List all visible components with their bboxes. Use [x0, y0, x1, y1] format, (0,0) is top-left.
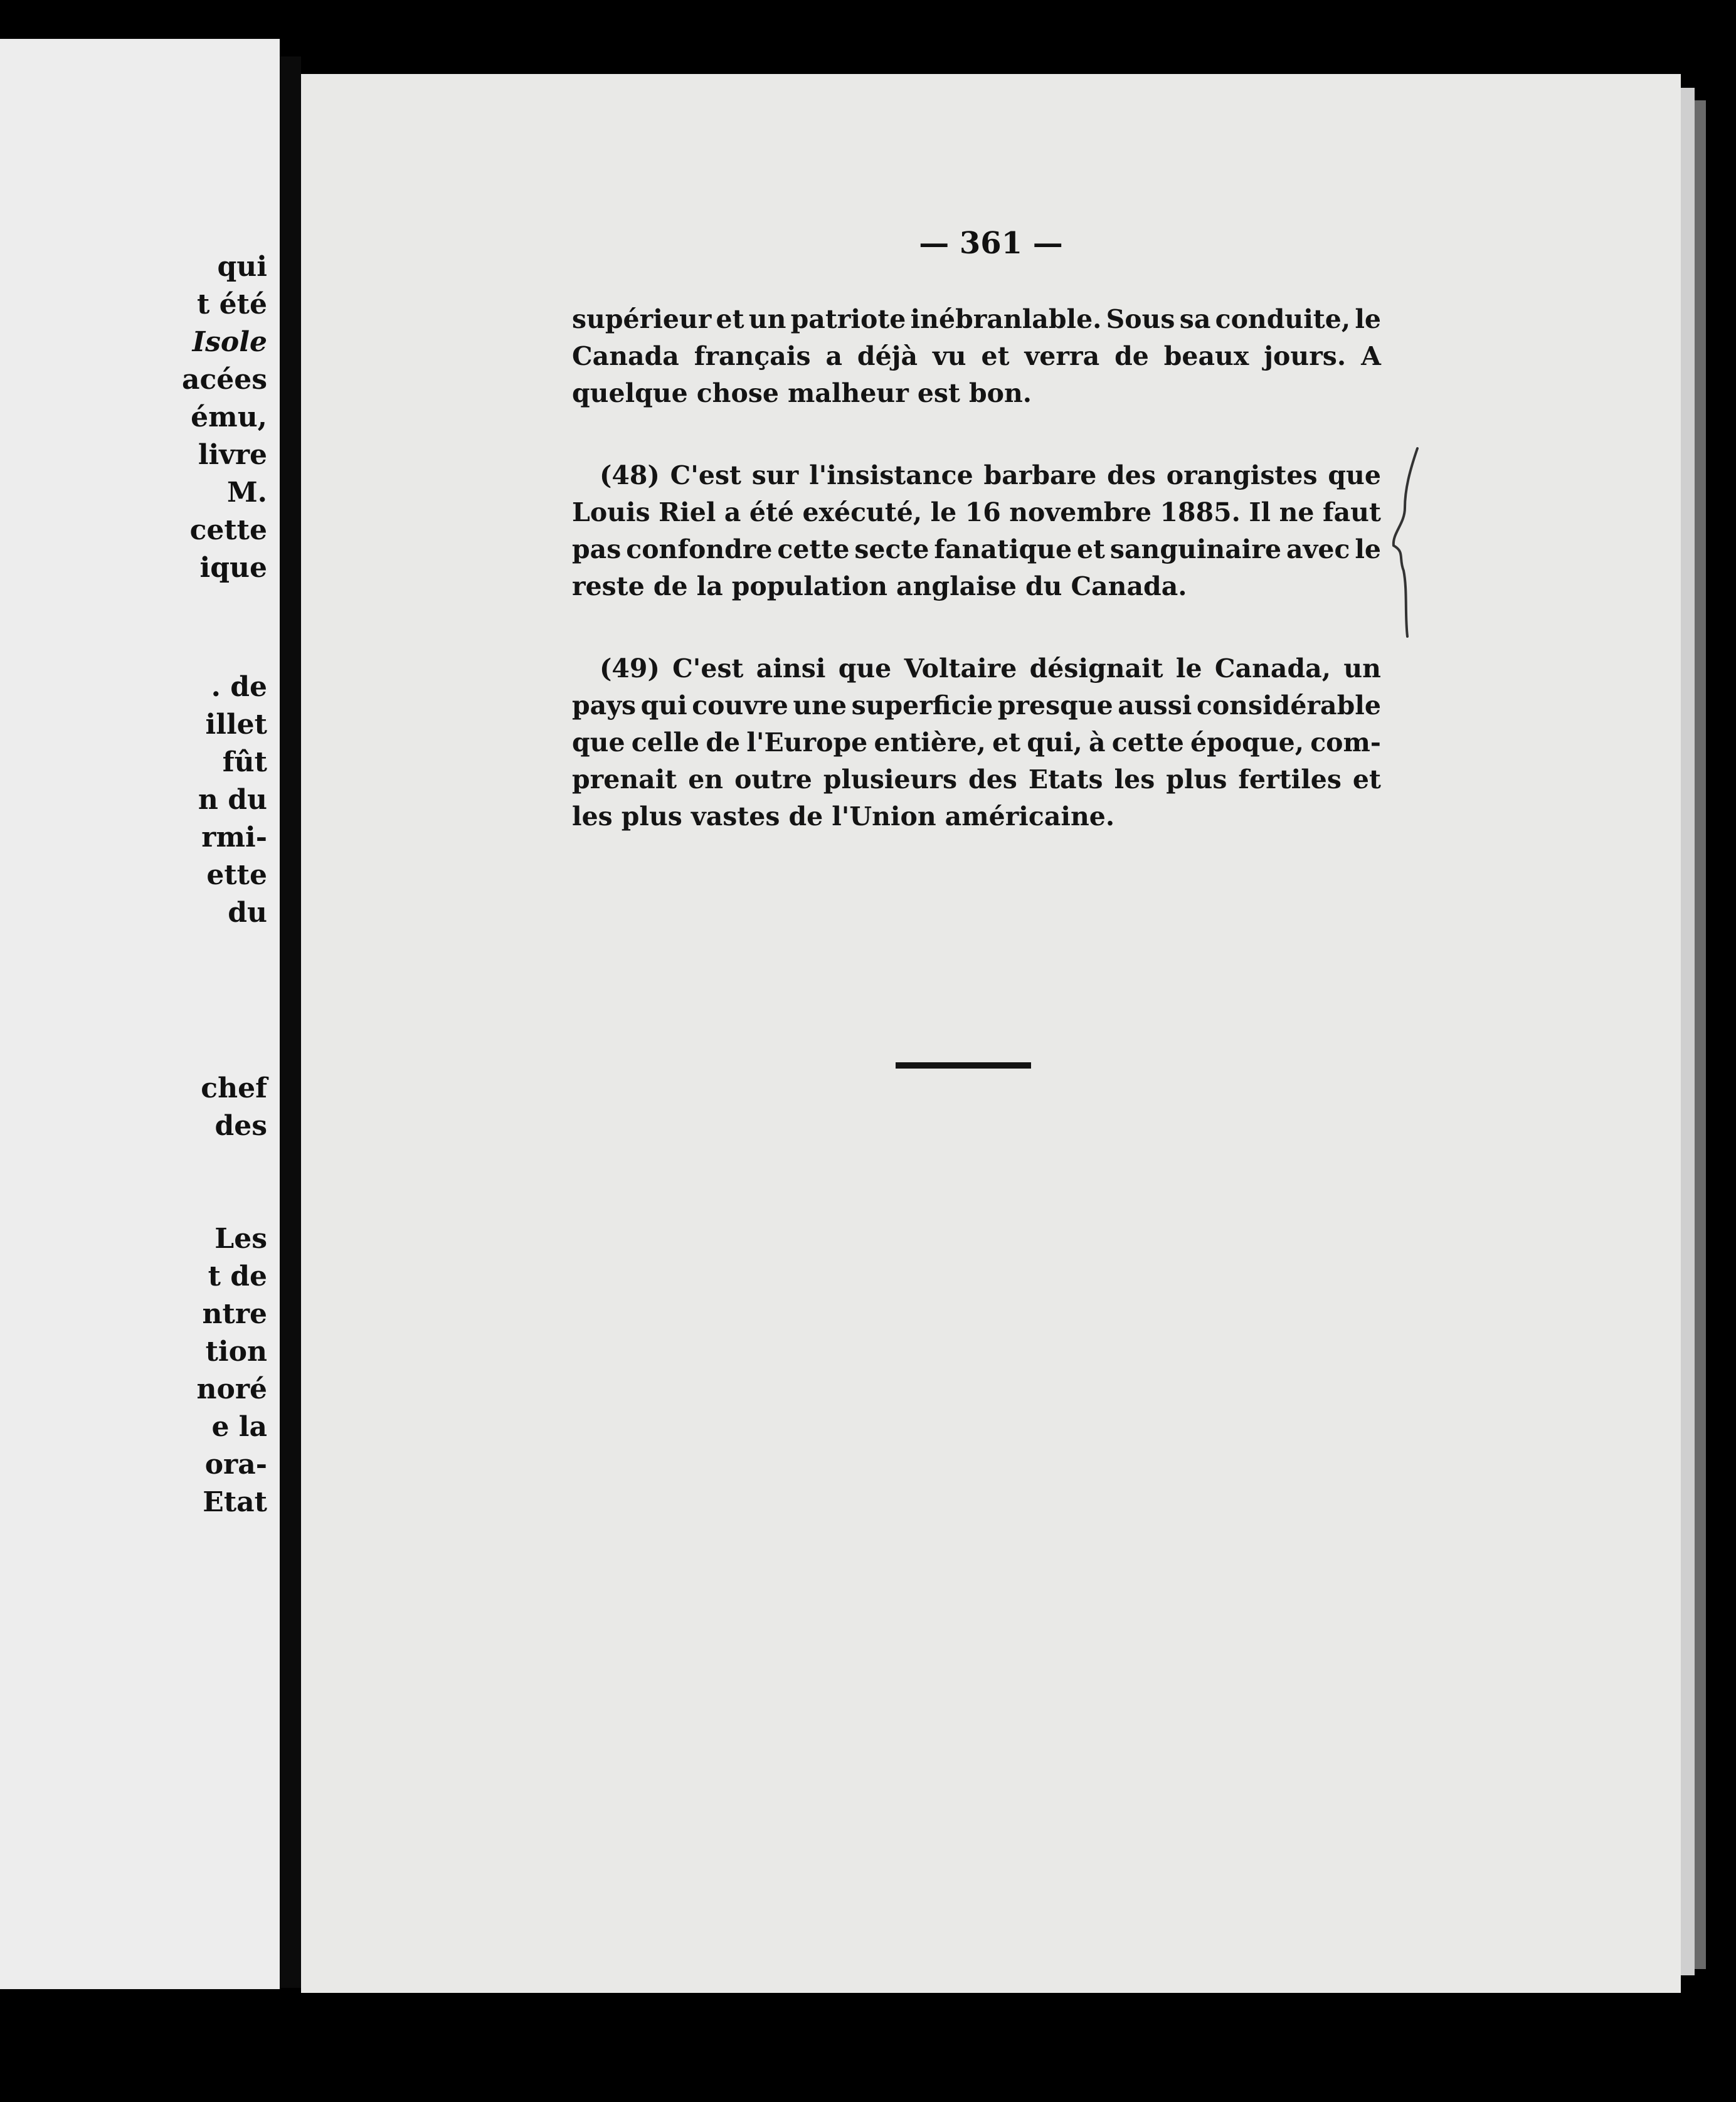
word: est	[917, 378, 960, 408]
footnote-paragraph	[572, 301, 1381, 412]
word: Louis	[572, 497, 650, 527]
word: (48)	[600, 460, 660, 490]
word: un	[1343, 653, 1381, 684]
word: A	[1361, 341, 1381, 371]
word: chose	[696, 378, 779, 408]
facing-page-line: Isole	[192, 326, 267, 358]
word: jours.	[1264, 341, 1347, 371]
text-line	[572, 761, 1381, 798]
word: pays	[572, 690, 637, 721]
word: à	[1088, 727, 1106, 758]
word: cette	[777, 534, 850, 564]
facing-page-line: cette	[189, 514, 267, 546]
facing-page-line: des	[214, 1110, 267, 1142]
word: qui,	[1027, 727, 1082, 758]
word: superficie	[851, 690, 993, 721]
facing-page-line: qui	[217, 251, 267, 283]
text-line	[572, 650, 1381, 687]
facing-page-line: e la	[211, 1411, 267, 1443]
word: qui	[640, 690, 687, 721]
text-line	[572, 687, 1381, 724]
word: 16	[965, 497, 1001, 527]
word: et	[716, 304, 744, 334]
word: plus	[1166, 764, 1227, 795]
facing-page-line: ette	[206, 859, 267, 891]
word: sa	[1179, 304, 1211, 334]
word: quelque	[572, 378, 688, 408]
text-line	[572, 724, 1381, 761]
word: vastes	[691, 801, 780, 832]
word: Canada.	[1071, 571, 1187, 601]
book-gutter	[280, 56, 301, 1988]
word: des	[1107, 460, 1156, 490]
word: plusieurs	[823, 764, 958, 795]
text-line	[572, 494, 1381, 531]
word: déjà	[857, 341, 918, 371]
word: le	[1355, 534, 1381, 564]
facing-page-line: ora-	[204, 1449, 267, 1481]
facing-page-line: ntre	[202, 1298, 267, 1330]
word: a	[825, 341, 843, 371]
text-line	[572, 338, 1381, 375]
word: entière,	[874, 727, 986, 758]
word: beaux	[1163, 341, 1249, 371]
word: sur	[751, 460, 799, 490]
word: C'est	[670, 460, 741, 490]
word: Sous	[1106, 304, 1175, 334]
facing-page-line: t été	[197, 288, 267, 320]
facing-page-line: du	[228, 897, 267, 929]
facing-page-line: ique	[199, 552, 267, 584]
word: C'est	[672, 653, 744, 684]
word: du	[1025, 571, 1062, 601]
word: en	[688, 764, 724, 795]
word: que	[1328, 460, 1381, 490]
word: de	[1114, 341, 1149, 371]
word: américaine.	[945, 801, 1115, 832]
text-line	[572, 568, 1381, 605]
word: de	[706, 727, 741, 758]
paragraph-gap	[572, 412, 1381, 457]
paragraph-gap	[572, 605, 1381, 650]
facing-page-line: n du	[198, 784, 267, 816]
word: désignait	[1029, 653, 1163, 684]
word: secte	[854, 534, 929, 564]
page-edge-shadow	[1695, 100, 1706, 1969]
word: inébranlable.	[910, 304, 1102, 334]
text-line	[572, 457, 1381, 494]
word: et	[992, 727, 1021, 758]
page-number: — 361 —	[919, 226, 1063, 261]
word: verra	[1024, 341, 1100, 371]
word: a	[724, 497, 741, 527]
text-line	[572, 531, 1381, 568]
facing-page-line: rmi-	[201, 821, 267, 853]
end-rule	[896, 1062, 1031, 1069]
text-line	[572, 375, 1381, 412]
word: reste	[572, 571, 645, 601]
facing-page-line: . de	[211, 671, 267, 703]
word: novembre	[1009, 497, 1152, 527]
word: presque	[997, 690, 1113, 721]
facing-page-line: Les	[214, 1223, 267, 1255]
word: de	[788, 801, 823, 832]
word: (49)	[600, 653, 660, 684]
word: considérable	[1196, 690, 1381, 721]
facing-page-line: Etat	[203, 1486, 267, 1518]
word: supérieur	[572, 304, 712, 334]
word: fanatique	[934, 534, 1072, 564]
word: français	[694, 341, 811, 371]
footnote-paragraph	[572, 650, 1381, 835]
word: Etats	[1028, 764, 1103, 795]
word: confondre	[626, 534, 773, 564]
word: faut	[1322, 497, 1381, 527]
facing-page-line: chef	[201, 1072, 267, 1104]
word: et	[981, 341, 1010, 371]
facing-page-line: livre	[198, 439, 267, 471]
word: le	[930, 497, 957, 527]
word: outre	[734, 764, 812, 795]
word: 1885.	[1160, 497, 1241, 527]
word: Voltaire	[904, 653, 1017, 684]
word: Canada	[572, 341, 679, 371]
word: une	[793, 690, 847, 721]
word: avec	[1286, 534, 1350, 564]
word: malheur	[788, 378, 909, 408]
word: le	[1355, 304, 1381, 334]
word: l'Europe	[746, 727, 868, 758]
word: anglaise	[896, 571, 1017, 601]
word: cette	[1111, 727, 1184, 758]
word: la	[696, 571, 723, 601]
facing-page-line: noré	[196, 1373, 267, 1405]
page-edge	[1681, 88, 1695, 1975]
word: bon.	[968, 378, 1032, 408]
word: et	[1352, 764, 1381, 795]
word: com-	[1310, 727, 1381, 758]
word: exécuté,	[802, 497, 923, 527]
word: les	[1114, 764, 1155, 795]
word: le	[1175, 653, 1202, 684]
text-line	[572, 301, 1381, 338]
facing-page-line: t de	[208, 1260, 267, 1292]
word: des	[968, 764, 1017, 795]
word: patriote	[790, 304, 906, 334]
word: ne	[1279, 497, 1315, 527]
word: couvre	[692, 690, 788, 721]
facing-page-fragment	[0, 39, 280, 1989]
text-line	[572, 798, 1381, 835]
word: l'insistance	[809, 460, 973, 490]
facing-page-line: ému,	[191, 401, 267, 433]
word: orangistes	[1166, 460, 1318, 490]
word: fertiles	[1238, 764, 1342, 795]
facing-page-line: fût	[222, 746, 267, 778]
word: ainsi	[756, 653, 826, 684]
word: Il	[1249, 497, 1271, 527]
word: conduite,	[1215, 304, 1351, 334]
facing-page-line: tion	[205, 1336, 267, 1368]
word: aussi	[1118, 690, 1192, 721]
word: les	[572, 801, 613, 832]
word: pas	[572, 534, 622, 564]
word: vu	[932, 341, 966, 371]
facing-page-line: acées	[181, 364, 267, 396]
word: un	[748, 304, 786, 334]
word: époque,	[1190, 727, 1304, 758]
facing-page-line: illet	[205, 709, 267, 741]
word: et	[1076, 534, 1105, 564]
footnotes-text	[572, 301, 1381, 835]
footnote-paragraph	[572, 457, 1381, 605]
word: population	[731, 571, 888, 601]
pencil-bracket-mark	[1386, 445, 1436, 640]
word: de	[653, 571, 688, 601]
word: celle	[631, 727, 700, 758]
word: plus	[621, 801, 682, 832]
word: Canada,	[1214, 653, 1331, 684]
word: été	[749, 497, 795, 527]
word: que	[838, 653, 892, 684]
facing-page-line: M.	[226, 477, 267, 509]
word: sanguinaire	[1109, 534, 1282, 564]
word: l'Union	[832, 801, 936, 832]
word: prenait	[572, 764, 677, 795]
word: barbare	[983, 460, 1097, 490]
word: que	[572, 727, 625, 758]
word: Riel	[659, 497, 716, 527]
